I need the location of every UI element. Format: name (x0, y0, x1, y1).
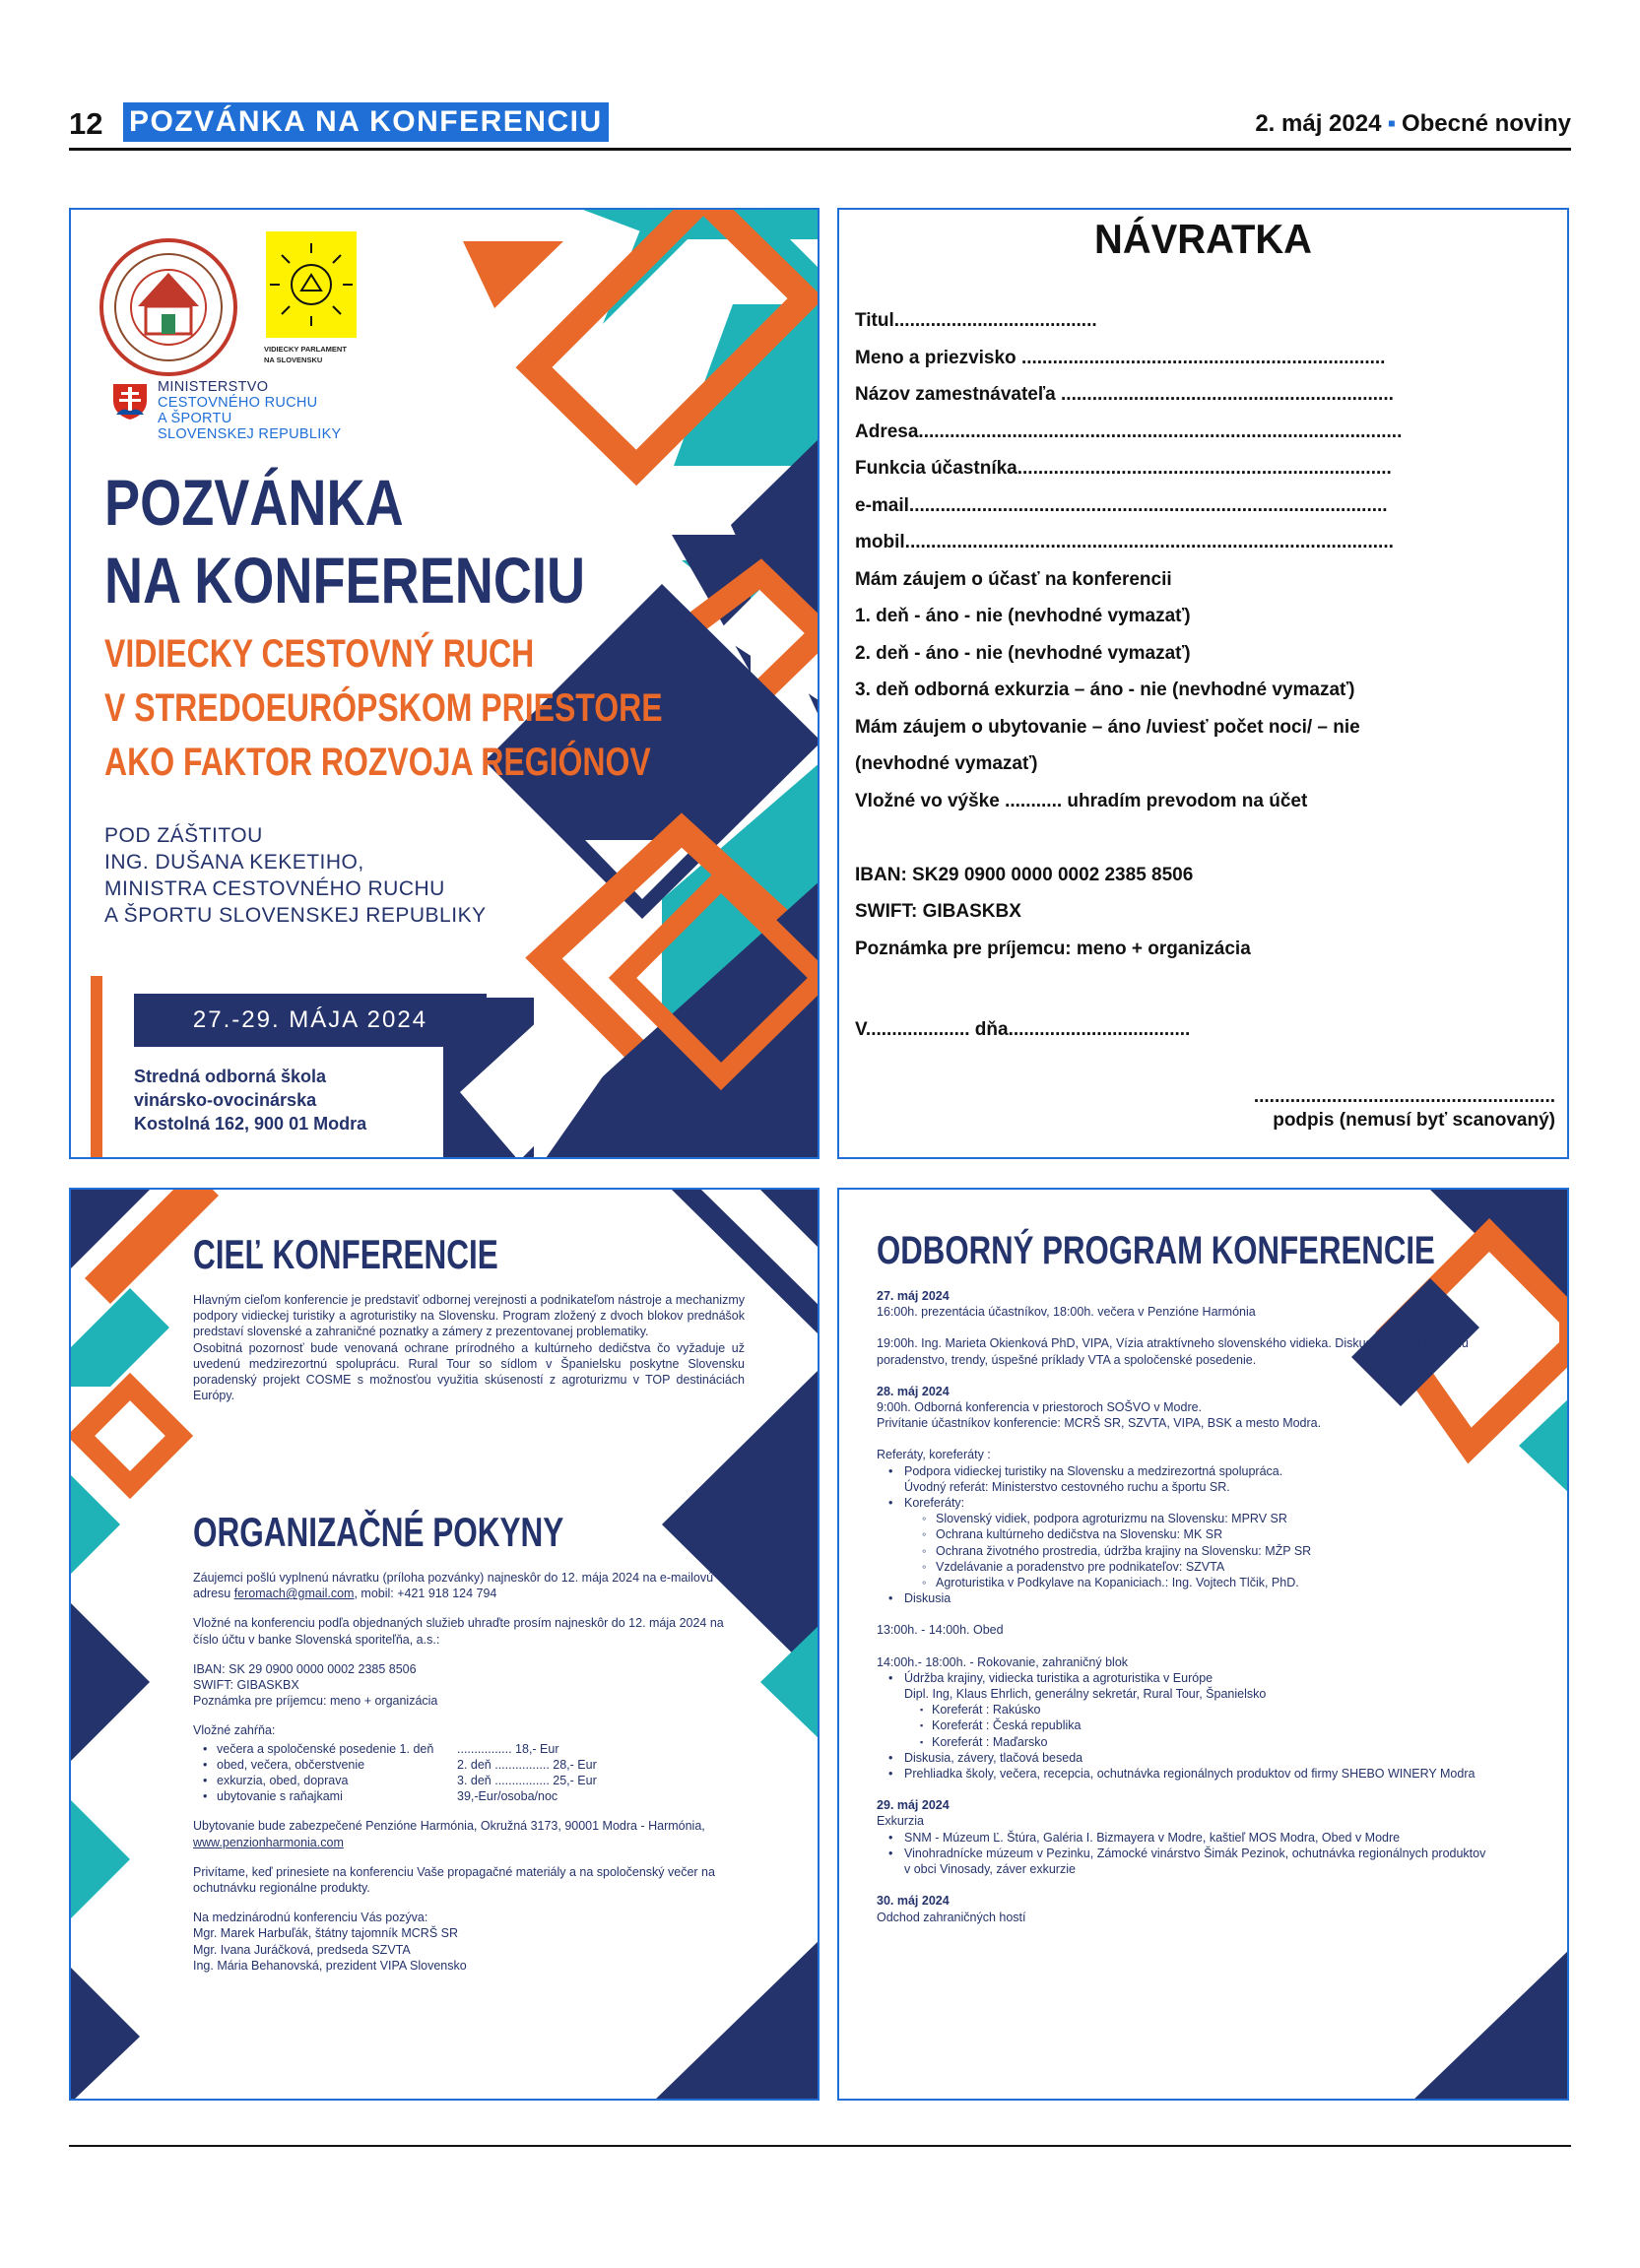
form-spacer (855, 819, 1505, 857)
program-line: Referáty, koreferáty : (877, 1448, 991, 1462)
invitation-subtitle (104, 627, 663, 790)
venue-line: Kostolná 162, 900 01 Modra (134, 1114, 367, 1134)
program-item (877, 1463, 1487, 1495)
fee-price: ................ 18,- Eur (457, 1741, 559, 1756)
ministry-line: SLOVENSKEJ REPUBLIKY (158, 426, 342, 442)
program-item-text: Úvodný referát: Ministerstvo cestovného ruchu a športu SR. (904, 1479, 1230, 1494)
signature-label: podpis (nemusí byť scanovaný) (1273, 1110, 1555, 1131)
fee-item (203, 1788, 745, 1804)
patronage-text (104, 822, 487, 929)
organisation-instructions (193, 1570, 745, 1974)
fee-item (203, 1757, 745, 1773)
issue-info (1255, 110, 1571, 138)
spacer (877, 1320, 1487, 1335)
program-sublist (877, 1511, 1487, 1590)
program-subitem: ▪ Koreferát : Česká republika (877, 1717, 1487, 1733)
program-line: 19:00h. Ing. Marieta Okienková PhD, VIPA, Vízia atraktívneho slovenského vidieka. Diskusné fórum na tému poradenstvo, trendy, úspešné príklady VTA a spoločenské posedenie. (877, 1336, 1469, 1367)
program-subitem: ▪ Koreferát : Rakúsko (877, 1702, 1487, 1717)
program-subitem: ◦ Vzdelávanie a poradenstvo pre podnikateľov: SZVTA (877, 1559, 1487, 1575)
program-list (877, 1463, 1487, 1512)
issue-date: 2. máj 2024 (1255, 110, 1382, 137)
header-rule (69, 148, 1571, 151)
form-line-swift: SWIFT: GIBASKBX (855, 901, 1021, 922)
program-list (877, 1590, 1487, 1606)
accommodation-paragraph (193, 1818, 745, 1849)
form-line-name[interactable]: Meno a priezvisko ...................................................................... (855, 347, 1386, 368)
invitation-title (104, 464, 585, 619)
fee-price: 2. deň ................ 28,- Eur (457, 1757, 597, 1772)
registration-text: Záujemci pošlú vyplnenú návratku (príloha pozvánky) najneskôr do 12. mája 2024 na e-mailovú adresu (193, 1571, 714, 1601)
form-line-position[interactable]: Funkcia účastníka........................................................................ (855, 458, 1392, 479)
separator-dot: ▪ (1387, 110, 1396, 137)
invitee-line: Ing. Mária Behanovská, prezident VIPA Slovensko (193, 1958, 467, 1973)
subtitle-line: VIDIECKY CESTOVNÝ RUCH (104, 632, 535, 676)
program-list (877, 1830, 1487, 1878)
rural-parliament-caption (264, 344, 382, 365)
return-form-panel (837, 208, 1569, 1159)
program-subitem: ◦ Slovenský vidiek, podpora agroturizmu na Slovensku: MPRV SR (877, 1511, 1487, 1526)
event-date-box: 27.-29. MÁJA 2024 (134, 994, 487, 1047)
payment-paragraph: Vložné na konferenciu podľa objednaných služieb uhraďte prosím najneskôr do 12. mája 2024 na číslo účtu v banke Slovenská sporiteľňa, a.s.: (193, 1616, 724, 1647)
goal-paragraph: Hlavným cieľom konferencie je predstaviť odbornej verejnosti a podnikateľom nástroje a mechanizmy podpory vidieckej turistiky a agroturistiky na Slovensku. Program zložený z dvoch blokov prednášok predstaví slovenské a zahraničné poznatky a zámery z prezentovanej problematiky. (193, 1293, 745, 1339)
program-item: • SNM - Múzeum Ľ. Štúra, Galéria I. Bizmayera v Modre, kaštieľ MOS Modra, Obed v Modre (877, 1830, 1487, 1846)
slovak-coat-of-arms-icon (108, 379, 152, 422)
association-seal-logo (98, 237, 238, 377)
title-line: NA KONFERENCIU (104, 544, 586, 616)
program-item-text: Podpora vidieckej turistiky na Slovensku a medzirezortná spolupráca. (904, 1463, 1283, 1478)
program-subitem: ◦ Ochrana kultúrneho dedičstva na Slovensku: MK SR (877, 1526, 1487, 1542)
subtitle-line: V STREDOEURÓPSKOM PRIESTORE (104, 686, 663, 730)
day-title: 30. máj 2024 (877, 1894, 950, 1909)
program-line: 14:00h.- 18:00h. - Rokovanie, zahraničný blok (877, 1654, 1129, 1669)
program-line: Privítanie účastníkov konferencie: MCRŠ SR, SZVTA, VIPA, BSK a mesto Modra. (877, 1416, 1322, 1431)
program-item (877, 1670, 1487, 1702)
fee-item (203, 1741, 745, 1757)
form-line-employer[interactable]: Názov zamestnávateľa ................................................................ (855, 384, 1394, 405)
title-line: POZVÁNKA (104, 466, 404, 539)
ministry-line: A ŠPORTU (158, 411, 232, 426)
conference-goal-panel (69, 1188, 820, 2101)
form-line-email[interactable]: e-mail............................................................................................ (855, 494, 1388, 516)
footer-rule (69, 2145, 1571, 2147)
invitee-line: Na medzinárodnú konferenciu Vás pozýva: (193, 1911, 428, 1925)
form-line-iban: IBAN: SK29 0900 0000 0002 2385 8506 (855, 864, 1194, 885)
spacer (877, 1368, 1487, 1384)
form-line-address[interactable]: Adresa............................................................................................. (855, 421, 1403, 442)
subtitle-line: AKO FAKTOR ROZVOJA REGIÓNOV (104, 741, 651, 784)
fee-item (203, 1773, 745, 1788)
day-title: 29. máj 2024 (877, 1798, 950, 1813)
spacer (877, 1782, 1487, 1797)
patron-line: POD ZÁŠTITOU (104, 824, 263, 847)
registration-paragraph (193, 1570, 745, 1601)
welcome-paragraph: Privítame, keď prinesiete na konferenciu Vaše propagačné materiály a na spoločenský večer na ochutnávku regionálne produkty. (193, 1864, 715, 1896)
program-item: • Koreferáty: (877, 1495, 1487, 1511)
program-item-text: Dipl. Ing, Klaus Ehrlich, generálny sekretár, Rural Tour, Španielsko (904, 1687, 1267, 1702)
fee-label: obed, večera, občerstvenie (217, 1757, 365, 1772)
spacer (877, 1606, 1487, 1622)
registration-contact: , mobil: +421 918 124 794 (354, 1587, 497, 1601)
bank-iban: IBAN: SK 29 0900 0000 0002 2385 8506 (193, 1661, 417, 1676)
program-item: • Vinohradnícke múzeum v Pezinku, Zámocké vinárstvo Šimák Pezinok, ochutnávka regionálnych produktov v obci Vinosady, záver exkurzie (877, 1846, 1487, 1877)
program-line: 13:00h. - 14:00h. Obed (877, 1623, 1004, 1638)
page-header (69, 102, 1571, 148)
patron-line: A ŠPORTU SLOVENSKEJ REPUBLIKY (104, 904, 487, 927)
program-line: 16:00h. prezentácia účastníkov, 18:00h. večera v Penzióne Harmónia (877, 1305, 1256, 1320)
form-line-mobile[interactable]: mobil.............................................................................................. (855, 532, 1394, 552)
fee-price: 39,-Eur/osoba/noc (457, 1789, 558, 1804)
fees-title: Vložné zahŕňa: (193, 1723, 276, 1738)
invitation-panel (69, 208, 820, 1159)
patron-line: MINISTRA CESTOVNÉHO RUCHU (104, 877, 445, 900)
website-link[interactable]: www.penzionharmonia.com (193, 1835, 344, 1849)
venue-line: vinársko-ovocinárska (134, 1090, 317, 1110)
form-line-day1[interactable]: 1. deň - áno - nie (nevhodné vymazať) (855, 606, 1191, 626)
program-item: • Diskusia (877, 1590, 1487, 1606)
spacer (877, 1877, 1487, 1893)
form-title: NÁVRATKA (1094, 216, 1312, 262)
fee-label: ubytovanie s raňajkami (217, 1789, 343, 1804)
program-panel (837, 1188, 1569, 2101)
program-body (877, 1288, 1487, 1925)
goal-heading: CIEĽ KONFERENCIE (193, 1231, 498, 1277)
page-number: 12 (69, 106, 103, 141)
section-label: POZVÁNKA NA KONFERENCIU (123, 102, 609, 142)
accommodation-text: Ubytovanie bude zabezpečené Penzióne Harmónia, Okružná 3173, 90001 Modra - Harmónia, (193, 1819, 705, 1834)
program-list (877, 1670, 1487, 1702)
goal-text (193, 1292, 745, 1403)
program-subitem: ◦ Agroturistika v Podkylave na Kopaniciach.: Ing. Vojtech Tlčik, PhD. (877, 1575, 1487, 1590)
program-item: • Diskusia, závery, tlačová beseda (877, 1750, 1487, 1766)
program-line: Odchod zahraničných hostí (877, 1910, 1026, 1924)
form-line-fee[interactable]: Vložné vo výške ........... uhradím prevodom na účet (855, 790, 1308, 811)
form-place-date[interactable]: V.................... dňa................................... (855, 1019, 1191, 1040)
program-heading: ODBORNÝ PROGRAM KONFERENCIE (877, 1229, 1435, 1272)
patron-line: ING. DUŠANA KEKETIHO, (104, 851, 364, 874)
form-line-interest: Mám záujem o účasť na konferencii (855, 568, 1172, 590)
venue-address (134, 1065, 366, 1135)
program-item-text: Údržba krajiny, vidiecka turistika a agroturistika v Európe (904, 1670, 1214, 1685)
vp-caption-line: NA SLOVENSKU (264, 356, 323, 364)
program-line: 9:00h. Odborná konferencia v priestoroch SOŠVO v Modre. (877, 1400, 1203, 1415)
spacer (877, 1639, 1487, 1654)
fee-price: 3. deň ................ 25,- Eur (457, 1774, 597, 1788)
sun-icon (266, 231, 357, 338)
publication-name: Obecné noviny (1401, 110, 1571, 137)
bank-swift: SWIFT: GIBASKBX (193, 1678, 299, 1693)
fee-label: večera a spoločenské posedenie 1. deň (217, 1741, 434, 1756)
program-subitem: ▪ Koreferát : Maďarsko (877, 1734, 1487, 1750)
form-line-note: Poznámka pre príjemcu: meno + organizácia (855, 938, 1251, 959)
program-item: • Prehliadka školy, večera, recepcia, ochutnávka regionálnych produktov od firmy SHEBO WINERY Modra (877, 1766, 1487, 1782)
day-title: 28. máj 2024 (877, 1384, 950, 1398)
spacer (877, 1431, 1487, 1447)
program-sublist (877, 1702, 1487, 1750)
email-link[interactable]: feromach@gmail.com (233, 1587, 355, 1601)
rural-parliament-logo (266, 231, 357, 338)
form-fields (855, 302, 1505, 967)
form-line-accommodation-note: (nevhodné vymazať) (855, 753, 1038, 774)
organisation-heading: ORGANIZAČNÉ POKYNY (193, 1509, 564, 1555)
form-line-day2[interactable]: 2. deň - áno - nie (nevhodné vymazať) (855, 642, 1191, 664)
venue-line: Stredná odborná škola (134, 1067, 327, 1086)
program-list (877, 1750, 1487, 1782)
invitee-line: Mgr. Marek Harbuľák, štátny tajomník MCRŠ SR (193, 1926, 459, 1941)
form-line-day3[interactable]: 3. deň odborná exkurzia – áno - nie (nevhodné vymazať) (855, 680, 1355, 700)
vp-caption-line: VIDIECKY PARLAMENT (264, 345, 347, 354)
ministry-line: CESTOVNÉHO RUCHU (158, 395, 318, 411)
signature-line[interactable]: .......................................................... (1253, 1086, 1555, 1107)
program-subitem: ◦ Ochrana životného prostredia, údržba krajiny na Slovensku: MŽP SR (877, 1543, 1487, 1559)
fees-list (203, 1741, 745, 1805)
program-line: Exkurzia (877, 1814, 924, 1829)
invitee-line: Mgr. Ivana Juráčková, predseda SZVTA (193, 1942, 411, 1957)
ministry-logo-text (158, 379, 342, 442)
fee-label: exkurzia, obed, doprava (217, 1774, 349, 1788)
form-line-title[interactable]: Titul....................................... (855, 310, 1097, 331)
bank-note: Poznámka pre príjemcu: meno + organizácia (193, 1694, 438, 1709)
form-line-accommodation[interactable]: Mám záujem o ubytovanie – áno /uviesť počet noci/ – nie (855, 716, 1360, 738)
goal-paragraph: Osobitná pozornosť bude venovaná ochrane prírodného a kultúrneho dedičstva čo vyžaduje už uvedenú medzirezortnú spoluprácu. Rural Tour so sídlom v Španielsku poskytne Slovensku poradenský projekt COSME s možnosťou využitia skúseností z agroturizmu v TOP destináciách Európy. (193, 1340, 745, 1403)
day-title: 27. máj 2024 (877, 1289, 950, 1303)
ministry-line: MINISTERSTVO (158, 379, 269, 395)
